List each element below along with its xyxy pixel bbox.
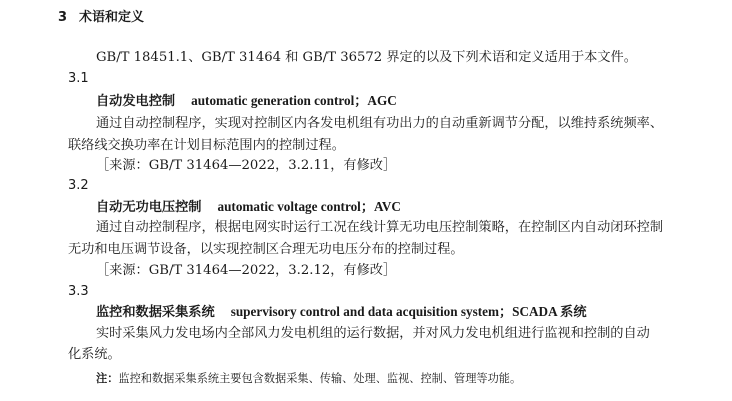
term-title [96, 303, 587, 322]
section-heading [58, 9, 144, 27]
section-title: 术语和定义 [79, 10, 145, 25]
note-label: 注： [96, 372, 119, 385]
term-name-zh: 监控和数据采集系统 [96, 305, 215, 320]
section-number: 3 [58, 10, 68, 25]
term-name-en: supervisory control and data acquisition system；SCADA 系统 [230, 304, 587, 319]
term-number: 3.2 [68, 178, 89, 193]
source-reference: ［来源：GB/T 31464—2022，3.2.11，有修改］ [96, 158, 397, 173]
note-text: 监控和数据采集系统主要包含数据采集、传输、处理、监视、控制、管理等功能。 [118, 372, 522, 385]
definition-line: 无功和电压调节设备，以实现控制区合理无功电压分布的控制过程。 [68, 242, 464, 257]
definition-line: 通过自动控制程序，根据电网实时运行工况在线计算无功电压控制策略，在控制区内自动闭环控制 [96, 220, 664, 235]
definition-line: 实时采集风力发电场内全部风力发电机组的运行数据，并对风力发电机组进行监视和控制的自动 [96, 326, 650, 341]
term-name-zh: 自动发电控制 [96, 94, 176, 109]
term-title [96, 198, 401, 217]
note [96, 370, 521, 388]
term-name-en: automatic generation control；AGC [191, 93, 397, 108]
term-number: 3.1 [68, 71, 89, 86]
source-reference: ［来源：GB/T 31464—2022，3.2.12，有修改］ [96, 263, 397, 278]
term-title [96, 92, 397, 111]
term-name-en: automatic voltage control；AVC [217, 199, 401, 214]
definition-line: 化系统。 [68, 347, 121, 362]
term-name-zh: 自动无功电压控制 [96, 200, 202, 215]
intro-paragraph: GB/T 18451.1、GB/T 31464 和 GB/T 36572 界定的以及下列术语和定义适用于本文件。 [96, 50, 637, 65]
definition-line: 通过自动控制程序，实现对控制区内各发电机组有功出力的自动重新调节分配，以维持系统频率、 [96, 116, 664, 131]
term-number: 3.3 [68, 284, 89, 299]
definition-line: 联络线交换功率在计划目标范围内的控制过程。 [68, 138, 345, 153]
